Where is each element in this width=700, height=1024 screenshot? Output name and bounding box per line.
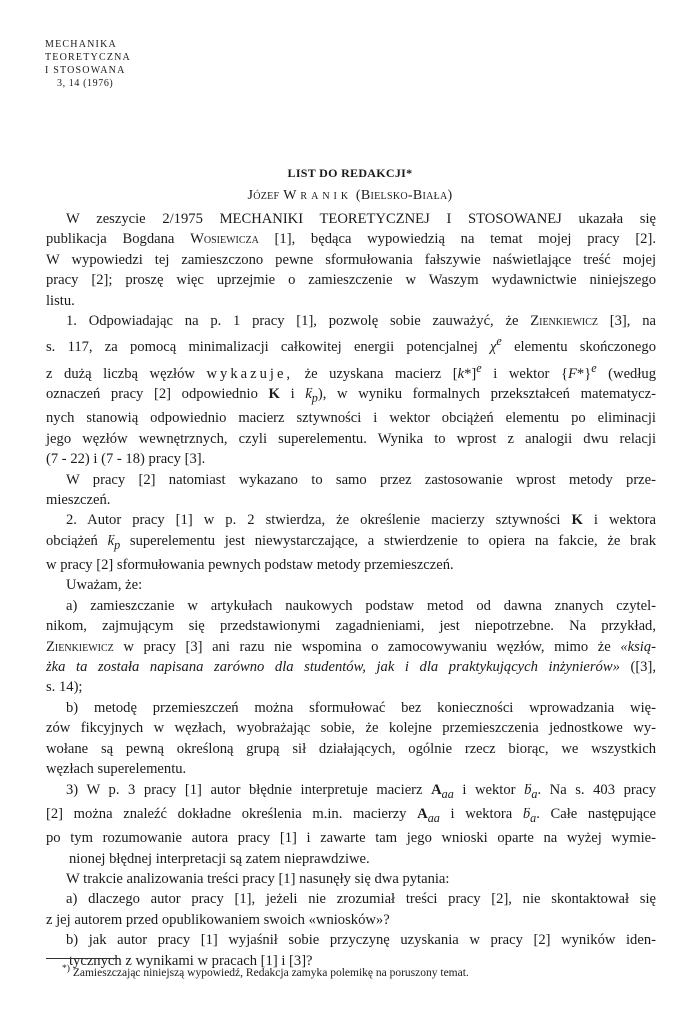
text: a) zamieszczanie w artykułach naukowych podstaw metod od dawna znanych czytel- (66, 597, 656, 614)
text: i wektor (453, 781, 525, 798)
text: zów fikcyjnych w węzłach, wyobrażając sobie, że kolejne przemieszczenia jednostkowe wy- (46, 720, 656, 737)
text-line (46, 229, 656, 249)
text: listu. (46, 292, 75, 309)
text-line (46, 358, 656, 384)
text: publikacja Bogdana (46, 231, 191, 248)
text-line (46, 930, 656, 950)
footnote (62, 963, 469, 979)
superscript: e (496, 334, 502, 349)
text-line (46, 828, 656, 848)
text: W wypowiedzi tej zamieszczono pewne sformułowania fałszywie naświetlające treść mojej (46, 251, 656, 268)
subscript: aa (427, 810, 440, 825)
text-line (46, 759, 656, 779)
superscript: e (591, 360, 597, 375)
symbol: k (457, 365, 465, 382)
subscript: aa (441, 786, 454, 801)
author-name: Zienkiewicz (530, 313, 598, 330)
symbol-chi: χ (490, 339, 497, 356)
text: 1. Odpowiadając na p. 1 pracy [1], pozwolę sobie zauważyć, że (66, 313, 531, 330)
text: s. 14); (46, 679, 83, 696)
symbol: F (567, 365, 577, 382)
text: tycznych z wynikami w pracach [1] i [3]? (69, 952, 313, 969)
text: (7 - 22) i (7 - 18) pracy [3]. (46, 451, 206, 468)
text: elementu skończonego (501, 339, 656, 356)
text: wołane są pewną określoną grupą sił działających, ogólnie rzecz biorąc, we wszystkich (46, 740, 656, 757)
text: w pracy [2] sformułowania pewnych podstaw metody przemieszczeń. (46, 557, 454, 574)
quote: żka ta została napisana zarówno dla studentów, jak i dla praktykujących inżynierów» (46, 659, 620, 676)
vector-symbol: → b (524, 782, 531, 798)
text-line (46, 637, 656, 657)
symbol-bold: K (268, 385, 280, 402)
vector-symbol: → k (108, 533, 114, 549)
text: . Całe następujące (536, 805, 656, 822)
text: *] (464, 365, 477, 382)
text: nikom, zajmującym się przedstawionymi zagadnieniami, jest niepotrzebne. Na przykład, (46, 618, 656, 635)
text: jego węzłów wewnętrznych, czyli superelementu. Wynika to wprost z analogii dwu relacji (46, 430, 656, 447)
author-line (0, 188, 700, 204)
subscript: p (311, 390, 318, 405)
text: superelementu jest niewystarczające, a stwierdzenie to opiera na fakcie, że brak (120, 532, 656, 549)
text: a) dlaczego autor pracy [1], jeżeli nie zrozumiał treści pracy [2], nie skontaktował się (66, 891, 656, 908)
text: W pracy [2] natomiast wykazano to samo przez zastosowanie wprost metody prze- (66, 471, 656, 488)
text: 3) W p. 3 pracy [1] autor błędnie interpretuje macierz (66, 781, 432, 798)
text: [2] można znaleźć dokładne określenia m.in. macierzy (46, 805, 418, 822)
text-line (46, 698, 656, 718)
text: [1], będąca wypowiedzią na temat mojej pracy [2]. (258, 231, 656, 248)
text: i (279, 385, 306, 402)
author-name: Zienkiewicz (46, 638, 114, 655)
text-line (46, 657, 656, 677)
journal-name-line3: I STOSOWANA (45, 65, 126, 76)
letter-body (46, 209, 656, 971)
text: W zeszycie 2/1975 MECHANIKI TEORETYCZNEJ I STOSOWANEJ ukazała się (66, 211, 656, 227)
text-line (46, 555, 656, 575)
journal-header (45, 38, 131, 90)
text: b) metodę przemieszczeń można sformułować bez konieczności wprowadzania wię- (66, 699, 656, 716)
text-line (46, 849, 656, 869)
text-line (46, 311, 656, 331)
author-first-name: Józef (247, 188, 280, 203)
text: s. 117, za pomocą minimalizacji całkowitej energii potencjalnej (46, 339, 490, 356)
text: oznaczeń pracy [2] odpowiednio (46, 385, 269, 402)
author-name: Wosiewicza (190, 231, 259, 248)
footnote-text: Zamieszczając niniejszą wypowiedź, Redakcja zamyka polemikę na poruszony temat. (72, 966, 469, 979)
text-line (46, 780, 656, 804)
text-line (46, 331, 656, 357)
footnote-mark: *) (62, 963, 70, 974)
vector-symbol: → k (305, 386, 311, 402)
subscript: a (531, 786, 538, 801)
text-line (46, 531, 656, 555)
text-line (46, 490, 656, 510)
footnote-rule (46, 958, 118, 959)
text: (według (596, 365, 656, 382)
text: ([3], (619, 659, 656, 676)
text: ), w wyniku formalnych przekształceń matematycz- (317, 385, 656, 402)
author-place: (Bielsko-Biała) (355, 188, 453, 203)
text-line (46, 616, 656, 636)
text: 2. Autor pracy [1] w p. 2 stwierdza, że określenie macierzy sztywności (66, 512, 572, 529)
text: b) jak autor pracy [1] wyjaśnił sobie przyczynę uzyskania w pracy [2] wyników iden- (66, 932, 656, 949)
subscript: a (530, 810, 537, 825)
text-line (46, 804, 656, 828)
symbol-bold: A (417, 805, 428, 822)
text-line (46, 910, 656, 930)
text: w pracy [3] ani razu nie wspomina o zamocowywaniu węzłów, mimo że (113, 638, 621, 655)
text: z dużą liczbą węzłów (46, 365, 207, 382)
text: pracy [2]; proszę więc uprzejmie o zamieszczenie w Waszym wydawnictwie niniejszego (46, 272, 656, 289)
text: i wektor { (481, 365, 568, 382)
text-line (46, 470, 656, 490)
text-line (46, 250, 656, 270)
text-line (46, 869, 656, 889)
text-line (46, 270, 656, 290)
text: [3], na (598, 313, 656, 330)
text: Uważam, że: (66, 577, 143, 594)
text-line (46, 575, 656, 595)
text: węzłach superelementu. (46, 761, 187, 778)
symbol-bold: A (431, 781, 442, 798)
text-line (46, 739, 656, 759)
quote: «ksią- (620, 638, 656, 655)
text-line (46, 449, 656, 469)
text: obciążeń (46, 532, 108, 549)
text: i wektora (439, 805, 523, 822)
journal-name-line1: MECHANIKA (45, 39, 117, 50)
symbol-bold: K (571, 512, 583, 529)
text-line (46, 429, 656, 449)
text: po tym rozumowanie autora pracy [1] i zawarte tam jego wnioski oparte na wyżej wymie- (46, 830, 656, 847)
superscript: e (476, 360, 482, 375)
text: z jej autorem przed opublikowaniem swoich «wniosków»? (46, 911, 390, 928)
text-line (46, 718, 656, 738)
journal-name-line2: TEORETYCZNA (45, 52, 131, 63)
text-line (46, 677, 656, 697)
text-line (46, 291, 656, 311)
author-last-name: Wranik (283, 188, 353, 203)
journal-volume: 3, 14 (1976) (57, 78, 114, 89)
text: że uzyskana macierz [ (293, 365, 458, 382)
text: *} (576, 365, 592, 382)
text-line (46, 408, 656, 428)
page-title: LIST DO REDAKCJI* (287, 166, 413, 180)
text-line (46, 889, 656, 909)
vector-symbol: → b (523, 806, 530, 822)
text-line (46, 209, 656, 229)
text-line (46, 510, 656, 530)
text: nych stanowią odpowiednio macierz sztywności i wektor obciążeń elementu po eliminacji (46, 410, 656, 427)
text-line (46, 384, 656, 408)
subscript: p (114, 537, 121, 552)
text: W trakcie analizowania treści pracy [1] nasunęły się dwa pytania: (66, 870, 450, 887)
text: . Na s. 403 pracy (537, 781, 657, 798)
text-line (46, 596, 656, 616)
text: nionej błędnej interpretacji są zatem nieprawdziwe. (69, 850, 370, 867)
emphasis: wykazuje, (206, 365, 294, 382)
text: i wektora (582, 512, 656, 529)
text: mieszczeń. (46, 491, 111, 508)
